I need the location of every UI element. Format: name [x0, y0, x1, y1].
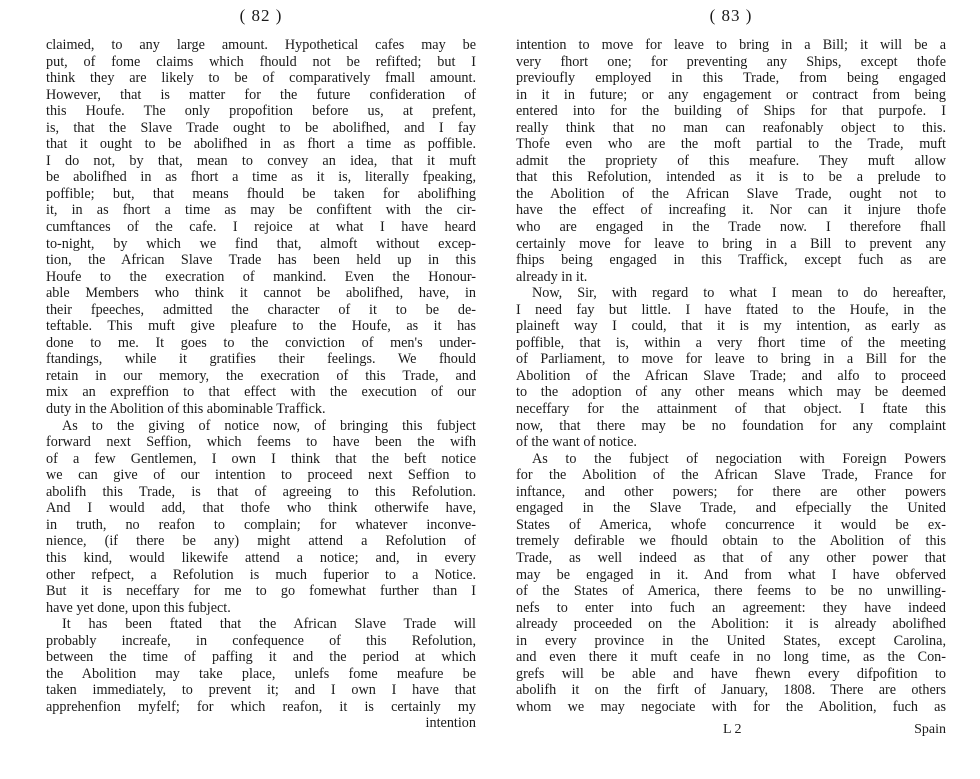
text-line: that it ought to be abolifhed in as fhort a time as poffible. [46, 136, 476, 153]
text-line: forward next Seffion, which feems to have been the wifh [46, 434, 476, 451]
paragraph-start-line: It has been ftated that the African Slave Trade will [62, 616, 476, 633]
text-line: Abolition of the African Slave Trade; and alfo to proceed [516, 367, 946, 384]
text-line: already in it. [516, 268, 588, 285]
text-line: put, of fome claims which fhould not be refifted; but I [46, 53, 476, 70]
text-line: Houfe to the execration of mankind. Even the Honour- [46, 268, 476, 285]
text-line: is, that the Slave Trade ought to be abolifhed, and I fay [46, 119, 476, 136]
text-line: taken immediately, to prevent it; and I own I have that [46, 682, 476, 699]
text-line: of a few Gentlemen, I own I think that the beft notice [46, 450, 476, 467]
left-page-text [46, 37, 476, 732]
text-line: abolifh this Trade, is that of agreeing to this Refolution. [46, 483, 476, 500]
text-line: States of America, whofe concurrence it would be ex- [516, 516, 946, 533]
text-line: I need fay but little. I have ftated to the Houfe, in the [516, 301, 946, 318]
text-line: and even there it muft ceafe in no long time, as the Con- [516, 649, 946, 666]
right-page-text [516, 37, 946, 715]
text-line: plaineft way I could, that it is my intention, as early as [516, 318, 946, 335]
text-line: now, that there may be no foundation for any complaint [516, 417, 946, 434]
catchword: intention [425, 715, 476, 732]
text-line: tremely defirable we fhould obtain to the Abolition of this [516, 533, 946, 550]
text-line: nefs to enter into fuch an agreement: they have indeed [516, 599, 946, 616]
text-line: inftance, and other powers; for there are other powers [516, 483, 946, 500]
text-line: already proceeded on the Abolition: it is already abolifhed [516, 616, 946, 633]
text-line: the Abolition of the African Slave Trade, ought not to [516, 185, 946, 202]
text-line: claimed, to any large amount. Hypothetical cafes may be [46, 37, 476, 53]
text-line: poffible, that is, within a very fhort time of the meeting [516, 334, 946, 351]
text-line: we can give of our intention to proceed next Seffion to [46, 467, 476, 484]
signature-mark: L 2 [723, 722, 742, 737]
text-line: for the Abolition of the African Slave Trade, France for [516, 467, 946, 484]
text-line: And I would add, that thofe who think otherwife have, [46, 500, 476, 517]
text-line: whom we may negociate with for the Abolition, fuch as [516, 698, 946, 715]
paragraph-start-line: As to the fubject of negociation with Foreign Powers [532, 450, 946, 467]
text-line: apprehenfion myfelf; for which reafon, it is certainly my [46, 698, 476, 715]
text-line: who are engaged in the Trade now. I therefore fhall [516, 219, 946, 236]
text-line: certainly move for leave to bring in a Bill to prevent any [516, 235, 946, 252]
text-line: teftable. This muft give pleafure to the Houfe, as it has [46, 318, 476, 335]
text-line: in it in future; or any engagement or contract from being [516, 86, 946, 103]
text-line: it, in as fhort a time as may be confiftent with the cir- [46, 202, 476, 219]
text-line: that this Refolution, intended as it is to be a prelude to [516, 169, 946, 186]
text-line: Trade, as well indeed as that of any other power that [516, 549, 946, 566]
paragraph-start-line: Now, Sir, with regard to what I mean to do hereafter, [532, 285, 946, 302]
text-line: Thofe even who are the moft partial to the Trade, muft [516, 136, 946, 153]
text-line: However, that is matter for the future confideration of [46, 86, 476, 103]
text-line: nience, (if there be any) might attend a Refolution of [46, 533, 476, 550]
text-line: intention to move for leave to bring in a Bill; it will be a [516, 37, 946, 53]
text-line: fhips being engaged in this Traffick, except fuch as are [516, 252, 946, 269]
text-line: very fhort one; for preventing any Ships, except thofe [516, 53, 946, 70]
text-line: have the effect of increafing it. Nor can it injure thofe [516, 202, 946, 219]
text-line: of the want of notice. [516, 434, 637, 451]
text-line: entered into for the building of Ships for that purpofe. I [516, 103, 946, 120]
text-line: retain in our memory, the execration of this Trade, and [46, 367, 476, 384]
text-line: in every province in the United States, except Carolina, [516, 632, 946, 649]
text-line: other refpect, a Refolution is much fuperior to a Notice. [46, 566, 476, 583]
text-line: have yet done, upon this fubject. [46, 599, 231, 616]
text-line: in truth, no reafon to complain; for whatever inconve- [46, 516, 476, 533]
text-line: I do not, by that, mean to convey an idea, that it muft [46, 152, 476, 169]
text-line: this Houfe. The only propofition before us, at prefent, [46, 103, 476, 120]
text-line: their fpeeches, admitted the character of it to be de- [46, 301, 476, 318]
text-line: But it is neceffary for me to go fomewhat further than I [46, 583, 476, 600]
text-line: between the time of paffing it and the period at which [46, 649, 476, 666]
text-line: previoufly employed in this Trade, from being engaged [516, 70, 946, 87]
text-line: to the adoption of any other means which may be deemed [516, 384, 946, 401]
text-line: engaged in the Slave Trade, and efpecially the United [516, 500, 946, 517]
page-number: ( 83 ) [709, 6, 753, 25]
text-line: really think that no man can reafonably object to this. [516, 119, 946, 136]
text-line: ftandings, while it gratifies their feelings. We fhould [46, 351, 476, 368]
text-line: think they are likely to be of comparatively fmall amount. [46, 70, 476, 87]
page-number: ( 82 ) [239, 6, 283, 25]
text-line: neceffary for the attainment of that object. I ftate this [516, 401, 946, 418]
text-line: to-night, by which we find that, almoft without excep- [46, 235, 476, 252]
text-line: grefs will be able and have fhewn every difpofition to [516, 665, 946, 682]
text-line: of Parliament, to move for leave to bring in a Bill for the [516, 351, 946, 368]
text-line: of the States of America, there feems to be no unwilling- [516, 583, 946, 600]
text-line: abolifh it on the firft of January, 1808. There are others [516, 682, 946, 699]
text-line: admit the propriety of this meafure. They muft allow [516, 152, 946, 169]
text-line: duty in the Abolition of this abominable Traffick. [46, 401, 326, 418]
text-line: probably increafe, in confequence of this Refolution, [46, 632, 476, 649]
text-line: this kind, would likewife attend a notice; and, in every [46, 549, 476, 566]
catchword: Spain [914, 722, 946, 737]
text-line: poffible; but, that means fhould be taken for abolifhing [46, 185, 476, 202]
text-line: tion, the African Slave Trade has been held up in this [46, 252, 476, 269]
text-line: mix an expreffion to that effect with the execution of our [46, 384, 476, 401]
text-line: be abolifhed in as fhort a time as it is, literally fpeaking, [46, 169, 476, 186]
text-line: done to me. It goes to the conviction of men's under- [46, 334, 476, 351]
paragraph-start-line: As to the giving of notice now, of bringing this fubject [62, 417, 476, 434]
text-line: able Members who think it cannot be abolifhed, have, in [46, 285, 476, 302]
text-line: cumftances of the cafe. I rejoice at what I have heard [46, 219, 476, 236]
text-line: may be engaged in it. And from what I have obferved [516, 566, 946, 583]
text-line: the Abolition may take place, unlefs fome meafure be [46, 665, 476, 682]
